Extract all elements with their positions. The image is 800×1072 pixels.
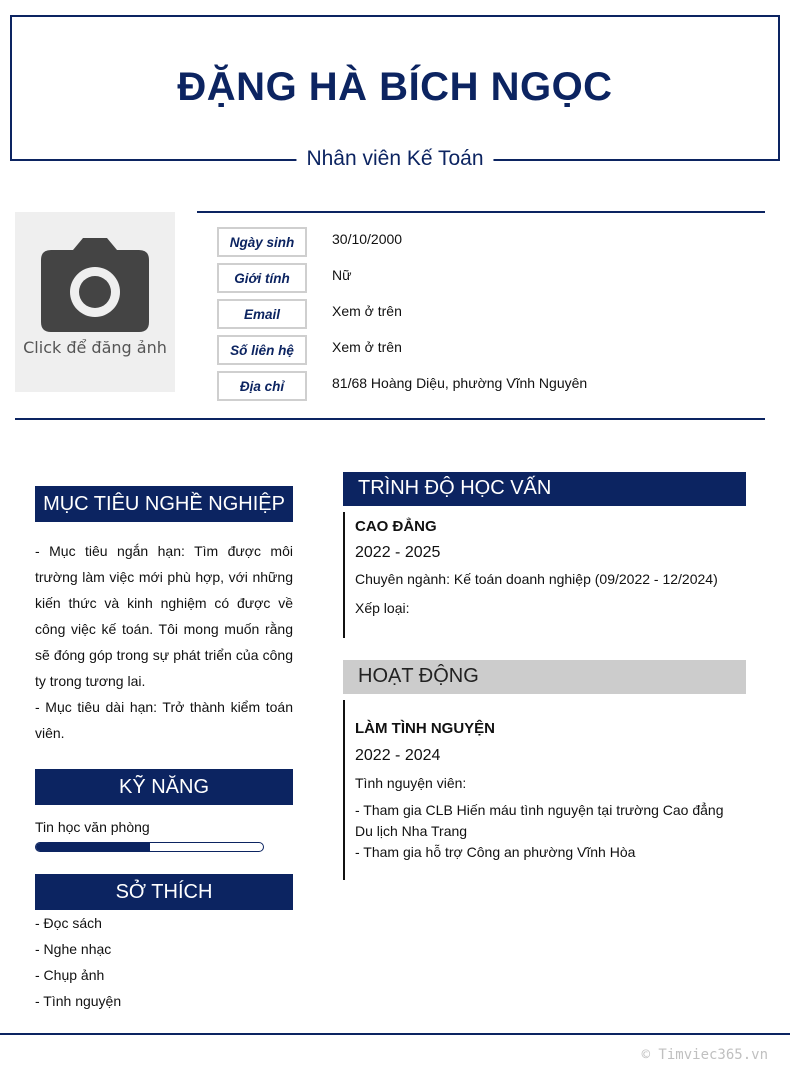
objective-text [35, 538, 293, 746]
skills-heading: KỸ NĂNG [35, 769, 293, 805]
hobbies-list [35, 910, 121, 1014]
info-value: 81/68 Hoàng Diệu, phường Vĩnh Nguyên [332, 375, 588, 391]
info-label: Số liên hệ [217, 335, 307, 365]
info-label: Ngày sinh [217, 227, 307, 257]
info-bottom-divider [15, 418, 765, 420]
objective-long-term: - Mục tiêu dài hạn: Trở thành kiểm toán viên. [35, 699, 293, 741]
activity-line: - Tham gia CLB Hiến máu tình nguyện tại trường Cao đẳng Du lịch Nha Trang [355, 802, 724, 839]
hobby-item: - Chụp ảnh [35, 967, 105, 983]
footer-watermark: © Timviec365.vn [641, 1047, 768, 1063]
hobbies-heading: SỞ THÍCH [35, 874, 293, 910]
activity-years: 2022 - 2024 [355, 747, 441, 764]
activity-role: Tình nguyện viên: [355, 775, 467, 791]
education-school: CAO ĐẲNG [355, 518, 437, 535]
skill-bar [35, 842, 264, 852]
activities-heading: HOẠT ĐỘNG [343, 660, 746, 694]
hobby-item: - Nghe nhạc [35, 941, 112, 957]
job-title: Nhân viên Kế Toán [296, 147, 493, 171]
info-label: Email [217, 299, 307, 329]
info-label: Giới tính [217, 263, 307, 293]
skill-bar-fill [36, 843, 150, 851]
photo-upload[interactable] [15, 212, 175, 392]
info-value: Xem ở trên [332, 339, 402, 355]
activity-line: - Tham gia hỗ trợ Công an phường Vĩnh Hòa [355, 844, 636, 860]
footer-divider [0, 1033, 790, 1035]
candidate-name: ĐẶNG HÀ BÍCH NGỌC [177, 65, 613, 109]
hobby-item: - Đọc sách [35, 915, 102, 931]
education-rank: Xếp loại: [355, 600, 410, 616]
education-heading: TRÌNH ĐỘ HỌC VẤN [343, 472, 746, 506]
hobby-item: - Tình nguyện [35, 993, 122, 1009]
info-value: 30/10/2000 [332, 231, 403, 247]
education-years: 2022 - 2025 [355, 544, 441, 561]
photo-caption: Click để đăng ảnh [23, 338, 167, 357]
education-entry [343, 512, 746, 638]
info-value: Nữ [332, 267, 352, 283]
activity-title: LÀM TÌNH NGUYỆN [355, 720, 495, 737]
objective-heading: MỤC TIÊU NGHỀ NGHIỆP [35, 486, 293, 522]
activity-entry [343, 700, 746, 880]
camera-icon [41, 238, 149, 332]
info-value: Xem ở trên [332, 303, 402, 319]
education-major: Chuyên ngành: Kế toán doanh nghiệp (09/2022 - 12/2024) [355, 571, 718, 587]
info-top-divider [197, 211, 765, 213]
skill-name: Tin học văn phòng [35, 819, 150, 835]
header-box [10, 15, 780, 170]
info-label: Địa chỉ [217, 371, 307, 401]
objective-short-term: - Mục tiêu ngắn hạn: Tìm được môi trường làm việc mới phù hợp, với những kiến thức và kinh nghiệm có được về công việc kế toán. Tôi mong muốn rằng sẽ đóng góp trong sự phát triển của công ty trong tương lai. [35, 543, 293, 689]
